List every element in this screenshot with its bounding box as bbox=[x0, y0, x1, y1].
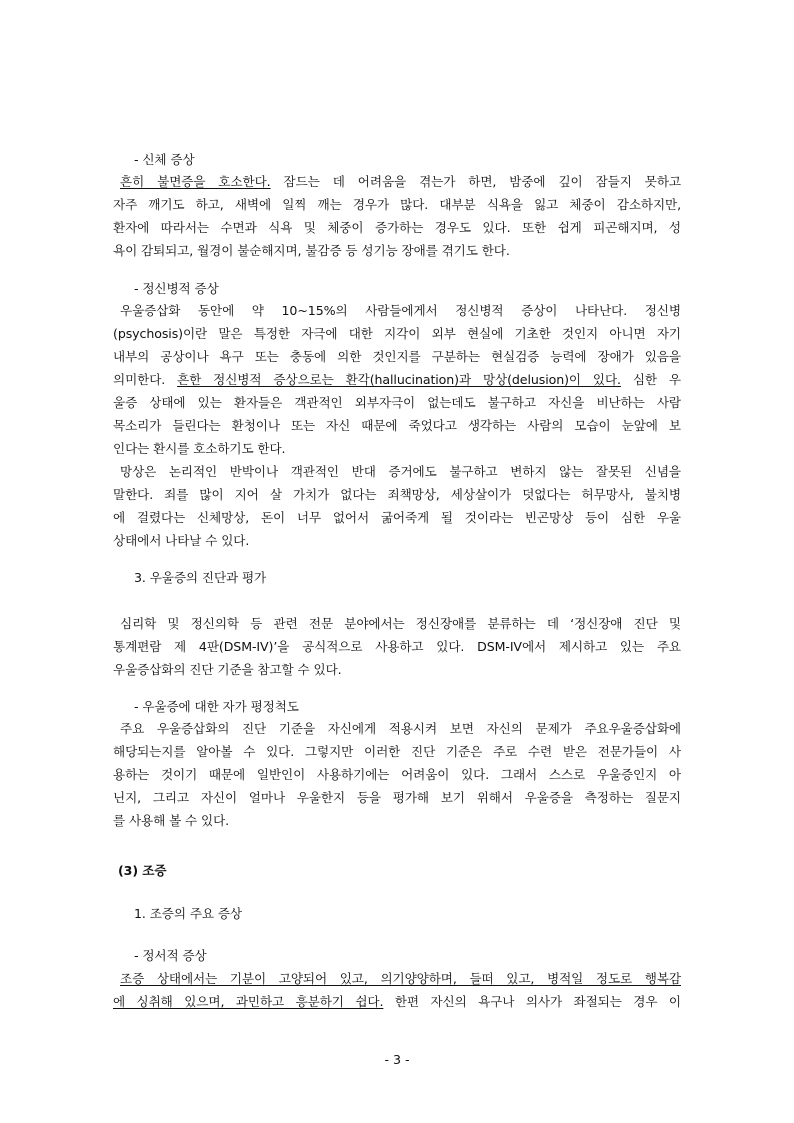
text-span: 한편 자신의 욕구나 의사가 좌절되는 경우 이 bbox=[383, 994, 681, 1009]
diagnosis-heading: 3. 우울증의 진단과 평가 bbox=[134, 570, 267, 585]
psychotic-para-line-6: 목소리가 들린다는 환청이나 또는 자신 때문에 죽었다고 생각하는 사람의 모습이 눈앞에 보 bbox=[113, 418, 681, 433]
self-rating-heading: - 우울증에 대한 자가 평정척도 bbox=[134, 699, 299, 714]
psychotic-symptoms-heading: - 정신병적 증상 bbox=[134, 281, 219, 296]
psychotic-para-line-4 bbox=[113, 372, 681, 388]
diagnosis-para-line-3: 우울증삽화의 진단 기준을 참고할 수 있다. bbox=[113, 662, 342, 677]
psychotic-para-line-9: 말한다. 죄를 많이 지어 살 가치가 없다는 죄책망상, 세상살이가 덧없다는 허무망사, 불치병 bbox=[113, 487, 681, 502]
psychotic-para-line-11: 상태에서 나타날 수 있다. bbox=[113, 533, 250, 548]
mania-para-line-2 bbox=[113, 994, 681, 1010]
diagnosis-para-line-2: 통계편람 제 4판(DSM-IV)’을 공식적으로 사용하고 있다. DSM-IV에서 제시하고 있는 주요 bbox=[113, 639, 681, 654]
psychotic-para-line-8: 망상은 논리적인 반박이나 객관적인 반대 증거에도 불구하고 변하지 않는 잘못된 신념을 bbox=[120, 464, 681, 479]
psychotic-para-line-1: 우울증삽화 동안에 약 10~15%의 사람들에게서 정신병적 증상이 나타난다. 정신병 bbox=[120, 303, 681, 318]
physical-para-line-2: 자주 깨기도 하고, 새벽에 일찍 깨는 경우가 많다. 대부분 식욕을 잃고 체중이 감소하지만, bbox=[113, 197, 681, 212]
physical-para-line-4: 욕이 감퇴되고, 월경이 불순해지며, 불감증 등 성기능 장애를 겪기도 한다. bbox=[113, 243, 510, 258]
self-rating-para-line-3: 용하는 것이기 때문에 일반인이 사용하기에는 어려움이 있다. 그래서 스스로 우울증인지 아 bbox=[113, 767, 681, 782]
mania-section-heading: (3) 조증 bbox=[118, 863, 167, 878]
psychotic-para-line-7: 인다는 환시를 호소하기도 한다. bbox=[113, 441, 286, 456]
psychotic-para-line-10: 에 걸렸다는 신체망상, 돈이 너무 없어서 굶어죽게 될 것이라는 빈곤망상 등이 심한 우울 bbox=[113, 510, 681, 525]
physical-para-line-1 bbox=[120, 174, 681, 190]
self-rating-para-line-1: 주요 우울증삽화의 진단 기준을 자신에게 적용시켜 보면 자신의 문제가 주요우울증삽화에 bbox=[120, 721, 681, 736]
mania-para-line-1 bbox=[120, 971, 681, 987]
psychotic-para-line-5: 울증 상태에 있는 환자들은 객관적인 외부자극이 없는데도 불구하고 자신을 비난하는 사람 bbox=[113, 395, 681, 410]
emotional-symptoms-heading: - 정서적 증상 bbox=[134, 948, 207, 963]
underlined-text: 조증 상태에서는 기분이 고양되어 있고, 의기양양하며, 들떠 있고, 병적일 정도로 행복감 bbox=[120, 971, 681, 986]
self-rating-para-line-4: 닌지, 그리고 자신이 얼마나 우울한지 등을 평가해 보기 위해서 우울증을 측정하는 질문지 bbox=[113, 790, 681, 805]
psychotic-para-line-3: 내부의 공상이나 욕구 또는 충동에 의한 것인지를 구분하는 현실검증 능력에 장애가 있음을 bbox=[113, 349, 681, 364]
psychotic-para-line-2: (psychosis)이란 말은 특정한 자극에 대한 지각이 외부 현실에 기초한 것인지 아니면 자기 bbox=[113, 326, 681, 341]
diagnosis-para-line-1: 심리학 및 정신의학 등 관련 전문 분야에서는 정신장애를 분류하는 데 ‘정신장애 진단 및 bbox=[120, 616, 681, 631]
underlined-text: 에 싱취해 있으며, 과민하고 흥분하기 쉽다. bbox=[113, 994, 384, 1009]
text-span: 의미한다. bbox=[113, 372, 178, 387]
self-rating-para-line-5: 를 사용해 볼 수 있다. bbox=[113, 813, 230, 828]
self-rating-para-line-2: 해당되는지를 알아볼 수 있다. 그렇지만 이러한 진단 기준은 주로 수련 받은 전문가들이 사 bbox=[113, 744, 681, 759]
underlined-text: 흔히 불면증을 호소한다. bbox=[120, 174, 271, 189]
mania-subsection-heading: 1. 조증의 주요 증상 bbox=[134, 906, 242, 921]
text-span: 잠드는 데 어려움을 겪는가 하면, 밤중에 깊이 잠들지 못하고 bbox=[270, 174, 681, 189]
underlined-text: 흔한 정신병적 증상으로는 환각(hallucination)과 망상(delusion)이 있다. bbox=[177, 372, 621, 387]
physical-para-line-3: 환자에 따라서는 수면과 식욕 및 체중이 증가하는 경우도 있다. 또한 쉽게 피곤해지며, 성 bbox=[113, 220, 681, 235]
physical-symptoms-heading: - 신체 증상 bbox=[134, 152, 195, 167]
text-span: 심한 우 bbox=[620, 372, 681, 387]
page-number: - 3 - bbox=[384, 1052, 410, 1067]
